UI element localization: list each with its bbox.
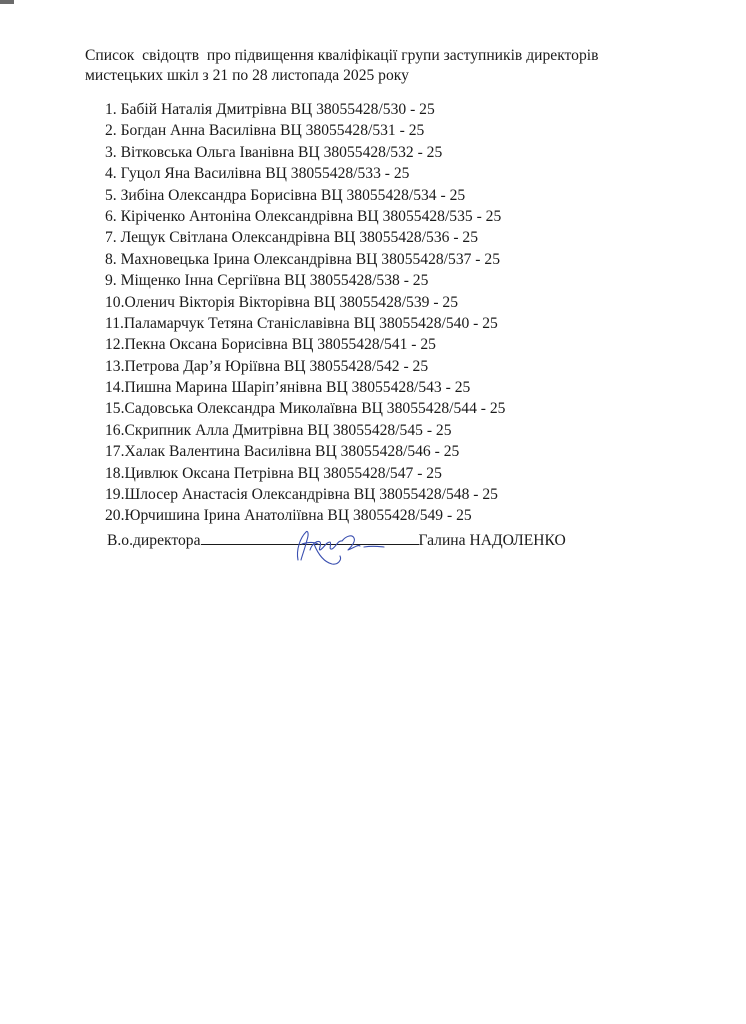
signer-name: Галина НАДОЛЕНКО	[418, 532, 566, 549]
list-item: 8. Махновецька Ірина Олександрівна ВЦ 38055428/537 - 25	[105, 250, 500, 268]
list-item: 20.Юрчишина Ірина Анатоліївна ВЦ 38055428/549 - 25	[105, 507, 472, 525]
list-item: 3. Вітковська Ольга Іванівна ВЦ 38055428/532 - 25	[105, 143, 443, 161]
list-item: 19.Шлосер Анастасія Олександрівна ВЦ 38055428/548 - 25	[105, 486, 498, 504]
list-item: 15.Садовська Олександра Миколаївна ВЦ 38055428/544 - 25	[105, 400, 506, 418]
list-item: 17.Халак Валентина Василівна ВЦ 38055428/546 - 25	[105, 443, 460, 461]
list-item: 6. Кіріченко Антоніна Олександрівна ВЦ 38055428/535 - 25	[105, 207, 502, 225]
list-item: 5. Зибіна Олександра Борисівна ВЦ 38055428/534 - 25	[105, 186, 466, 204]
list-item: 7. Лещук Світлана Олександрівна ВЦ 38055428/536 - 25	[105, 229, 479, 247]
list-item: 16.Скрипник Алла Дмитрівна ВЦ 38055428/545 - 25	[105, 421, 452, 439]
list-item: 18.Цивлюк Оксана Петрівна ВЦ 38055428/547 - 25	[105, 464, 442, 482]
list-item: 11.Паламарчук Тетяна Станіславівна ВЦ 38055428/540 - 25	[105, 314, 498, 332]
list-item: 1. Бабій Наталія Дмитрівна ВЦ 38055428/530 - 25	[105, 101, 435, 118]
list-item: 14.Пишна Марина Шаріп’янівна ВЦ 38055428/543 - 25	[105, 379, 471, 397]
document-title: Список свідоцтв про підвищення кваліфікації групи заступників директорів мистецьких шкіл з 21 по 28 листопада 2025 року	[85, 47, 599, 84]
list-item: 9. Міщенко Інна Сергіївна ВЦ 38055428/538 - 25	[105, 272, 429, 290]
list-item: 2. Богдан Анна Василівна ВЦ 38055428/531 - 25	[105, 122, 425, 140]
scan-corner-mark	[0, 0, 14, 4]
list-item: 13.Петрова Дар’я Юріївна ВЦ 38055428/542 - 25	[105, 357, 429, 375]
list-item: 12.Пекна Оксана Борисівна ВЦ 38055428/541 - 25	[105, 336, 436, 354]
certificate-list	[105, 99, 505, 527]
list-item: 10.Оленич Вікторія Вікторівна ВЦ 38055428/539 - 25	[105, 293, 459, 311]
handwritten-signature-icon	[284, 520, 394, 570]
position-label: В.о.директора	[107, 532, 201, 549]
list-item: 4. Гуцол Яна Василівна ВЦ 38055428/533 - 25	[105, 165, 410, 183]
